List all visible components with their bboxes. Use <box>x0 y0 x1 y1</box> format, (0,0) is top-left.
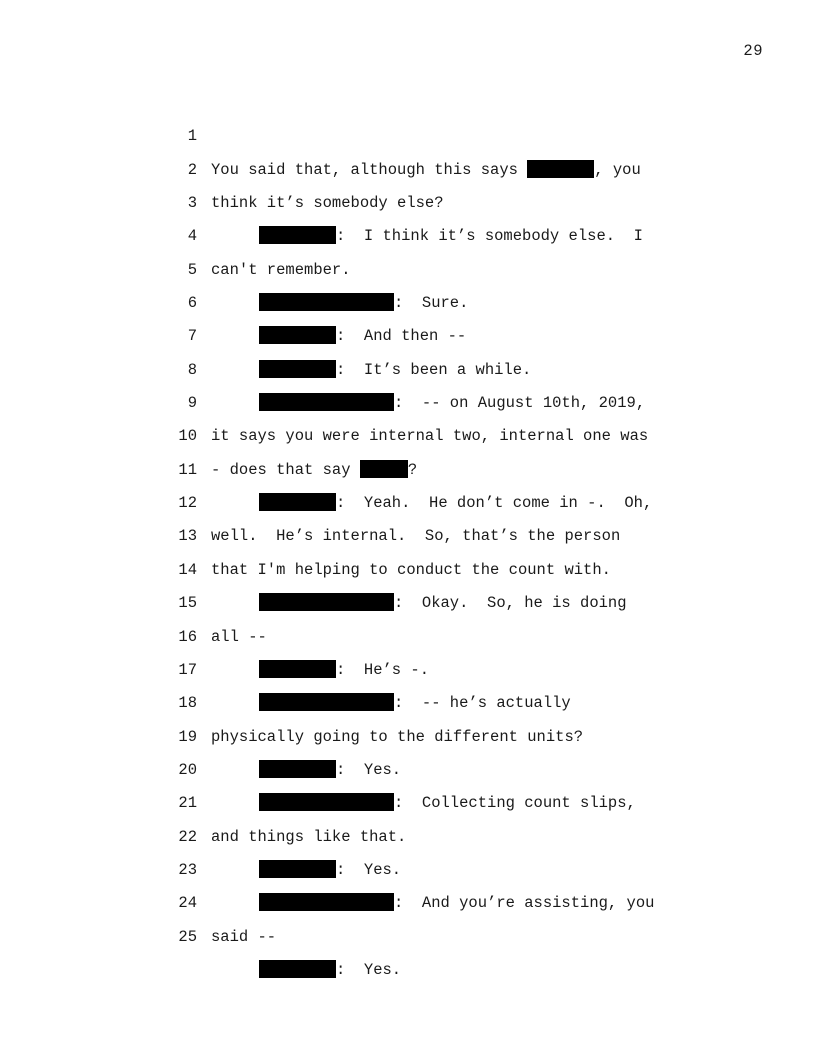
line-number: 3 <box>187 194 197 213</box>
line-text: that I'm helping to conduct the count with. <box>211 560 611 579</box>
speaker-text: : And then -- <box>336 327 467 346</box>
line-number: 1 <box>187 127 197 146</box>
line-number: 14 <box>178 560 197 579</box>
speaker-text: : He’s -. <box>336 660 430 679</box>
speaker-text: : Yes. <box>336 860 402 879</box>
line-number: 18 <box>178 694 197 713</box>
line-text: said -- <box>211 927 277 946</box>
line-number: 5 <box>187 260 197 279</box>
line-number: 23 <box>178 860 197 879</box>
line-number: 25 <box>178 927 197 946</box>
speaker-text: : Collecting count slips, <box>394 794 636 813</box>
line-number: 4 <box>187 227 197 246</box>
line-text: and things like that. <box>211 827 407 846</box>
speaker-text: : Okay. So, he is doing <box>394 594 627 613</box>
speaker-text: : And you’re assisting, you <box>394 894 655 913</box>
speaker-text: : Yeah. He don’t come in -. Oh, <box>336 494 653 513</box>
line-text: physically going to the different units? <box>211 727 584 746</box>
line-number: 13 <box>178 527 197 546</box>
line-number: 2 <box>187 160 197 179</box>
speaker-text: : I think it’s somebody else. I <box>336 227 643 246</box>
speaker-text: : -- he’s actually <box>394 694 571 713</box>
line-number: 24 <box>178 894 197 913</box>
line-number: 17 <box>178 660 197 679</box>
line-number: 16 <box>178 627 197 646</box>
line-number: 20 <box>178 760 197 779</box>
line-text: can't remember. <box>211 260 351 279</box>
speaker-text: : Yes. <box>336 760 402 779</box>
line-text: all -- <box>211 627 267 646</box>
speaker-text: : -- on August 10th, 2019, <box>394 394 646 413</box>
line-number: 11 <box>178 460 197 479</box>
line-number: 19 <box>178 727 197 746</box>
line-number: 12 <box>178 494 197 513</box>
line-text: it says you were internal two, internal one was <box>211 427 649 446</box>
speaker-line <box>259 954 401 987</box>
transcript-body <box>0 87 816 979</box>
speaker-text: : Yes. <box>336 960 402 979</box>
line-number: 22 <box>178 827 197 846</box>
line-text: well. He’s internal. So, that’s the person <box>211 527 621 546</box>
line-number: 7 <box>187 327 197 346</box>
line-text-start: - does that say <box>211 460 360 479</box>
line-text: think it’s somebody else? <box>211 194 444 213</box>
page-number: 29 <box>743 42 763 60</box>
transcript-line <box>0 154 816 246</box>
line-number: 15 <box>178 594 197 613</box>
line-number: 8 <box>187 360 197 379</box>
line-number: 9 <box>187 394 197 413</box>
line-text-end: , you <box>594 160 641 179</box>
speaker-text: : It’s been a while. <box>336 360 532 379</box>
speaker-text: : Sure. <box>394 294 469 313</box>
line-number: 21 <box>178 794 197 813</box>
transcript-line <box>0 87 816 179</box>
line-number: 10 <box>178 427 197 446</box>
line-text-end: ? <box>407 460 418 479</box>
line-text-start: You said that, although this says <box>211 160 528 179</box>
line-number: 6 <box>187 294 197 313</box>
redacted-speaker-name <box>259 960 336 978</box>
